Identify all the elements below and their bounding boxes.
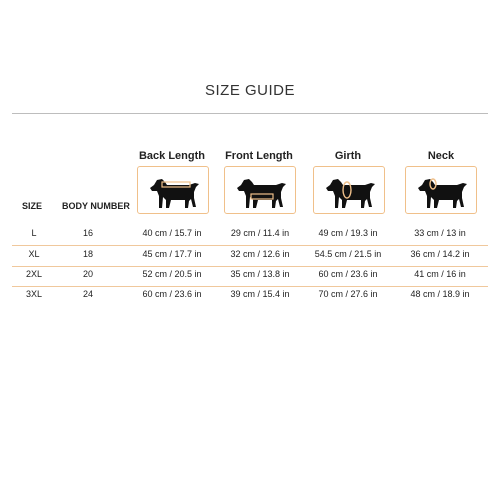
size-cell: 2XL: [25, 269, 42, 279]
table-row: [12, 284, 488, 306]
dog-back-length-icon: [137, 166, 209, 214]
header-back-length: Back Length: [138, 150, 205, 162]
neck-cell: 41 cm / 16 in: [414, 269, 466, 279]
girth-cell: 49 cm / 19.3 in: [318, 228, 378, 238]
body-number-cell: 20: [82, 269, 93, 279]
body-number-cell: 24: [82, 289, 93, 299]
front-length-cell: 29 cm / 11.4 in: [230, 228, 290, 238]
girth-cell: 54.5 cm / 21.5 in: [314, 249, 382, 259]
dog-neck-icon: [405, 166, 477, 214]
dog-girth-icon: [313, 166, 385, 214]
neck-cell: 48 cm / 18.9 in: [410, 289, 470, 299]
back-length-cell: 45 cm / 17.7 in: [142, 249, 202, 259]
girth-cell: 70 cm / 27.6 in: [318, 289, 378, 299]
back-length-cell: 60 cm / 23.6 in: [142, 289, 202, 299]
header-girth: Girth: [334, 150, 362, 162]
back-length-cell: 52 cm / 20.5 in: [142, 269, 202, 279]
table-row: [12, 244, 488, 266]
header-neck: Neck: [427, 150, 455, 162]
dog-front-length-icon: [224, 166, 296, 214]
neck-cell: 33 cm / 13 in: [414, 228, 466, 238]
back-length-cell: 40 cm / 15.7 in: [142, 228, 202, 238]
front-length-cell: 35 cm / 13.8 in: [230, 269, 290, 279]
table-row: [12, 264, 488, 286]
title-divider: [12, 113, 488, 114]
size-label: SIZE: [22, 201, 43, 211]
body-number-cell: 18: [82, 249, 93, 259]
front-length-cell: 32 cm / 12.6 in: [230, 249, 290, 259]
size-cell: 3XL: [25, 289, 42, 299]
body-number-label: BODY NUMBER: [62, 201, 130, 211]
table-row: [12, 223, 488, 245]
front-length-cell: 39 cm / 15.4 in: [230, 289, 290, 299]
girth-cell: 60 cm / 23.6 in: [318, 269, 378, 279]
header-front-length: Front Length: [225, 150, 293, 162]
size-cell: L: [31, 228, 37, 238]
page-title: SIZE GUIDE: [204, 82, 295, 99]
size-cell: XL: [28, 249, 40, 259]
body-number-cell: 16: [82, 228, 93, 238]
neck-cell: 36 cm / 14.2 in: [410, 249, 470, 259]
